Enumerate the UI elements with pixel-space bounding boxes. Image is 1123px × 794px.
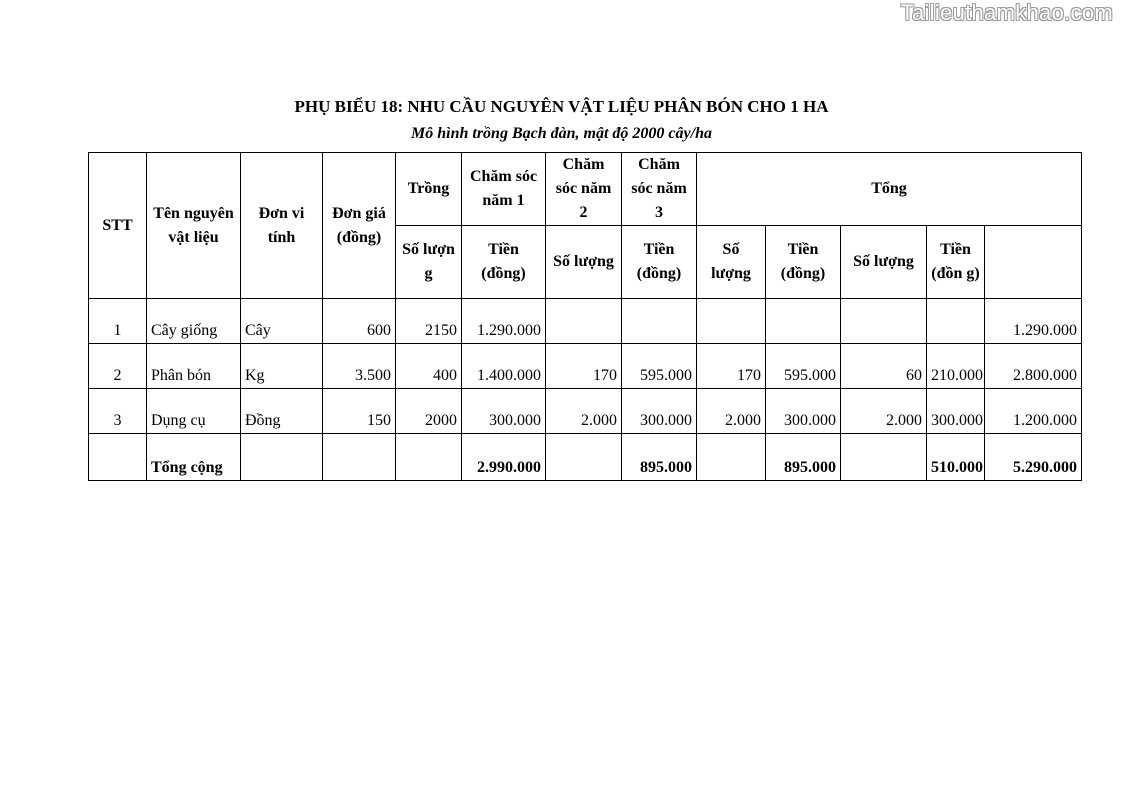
total-value: 895.000 <box>766 434 841 481</box>
page-title: PHỤ BIỂU 18: NHU CẦU NGUYÊN VẬT LIỆU PHÂN BÓN CHO 1 HA <box>294 97 829 116</box>
header-ten: Tên nguyên vật liệu <box>147 153 241 299</box>
cell-value: 2.000 <box>841 389 927 434</box>
cell-value <box>927 299 985 344</box>
cell-value: 210.000 <box>927 344 985 389</box>
cell-total: 1.290.000 <box>985 299 1082 344</box>
header-stt: STT <box>89 153 147 299</box>
cell-dongia: 150 <box>323 389 396 434</box>
cell-value <box>622 299 697 344</box>
cell-empty <box>841 434 927 481</box>
cell-empty <box>323 434 396 481</box>
cell-stt: 2 <box>89 344 147 389</box>
cell-value: 170 <box>697 344 766 389</box>
header-so-luong-3: Số lượng <box>697 226 766 299</box>
header-cs1: Chăm sóc năm 1 <box>462 153 546 226</box>
cell-value: 300.000 <box>766 389 841 434</box>
cell-ten: Phân bón <box>147 344 241 389</box>
header-blank <box>985 226 1082 299</box>
header-dongia: Đơn giá (đồng) <box>323 153 396 299</box>
header-dvt: Đơn vi tính <box>241 153 323 299</box>
cell-dvt: Đồng <box>241 389 323 434</box>
header-tien-3: Tiền (đồng) <box>766 226 841 299</box>
cell-dvt: Kg <box>241 344 323 389</box>
cell-ten: Cây giống <box>147 299 241 344</box>
header-so-luong-4: Số lượng <box>841 226 927 299</box>
cell-empty <box>241 434 323 481</box>
total-label: Tổng cộng <box>147 434 241 481</box>
cell-value: 595.000 <box>622 344 697 389</box>
cell-value <box>841 299 927 344</box>
cell-value: 2150 <box>396 299 462 344</box>
cell-empty <box>546 434 622 481</box>
cell-value: 300.000 <box>462 389 546 434</box>
cell-total: 1.200.000 <box>985 389 1082 434</box>
header-tien-1: Tiền (đồng) <box>462 226 546 299</box>
cell-value: 2.000 <box>697 389 766 434</box>
header-tong: Tổng <box>697 153 1082 226</box>
cell-value: 2000 <box>396 389 462 434</box>
cell-value: 170 <box>546 344 622 389</box>
table-row <box>89 344 1082 389</box>
total-row <box>89 434 1082 481</box>
cell-value: 1.400.000 <box>462 344 546 389</box>
header-cs2: Chăm sóc năm 2 <box>546 153 622 226</box>
cell-total: 2.800.000 <box>985 344 1082 389</box>
header-trong: Trồng <box>396 153 462 226</box>
cell-stt: 3 <box>89 389 147 434</box>
grand-total: 5.290.000 <box>985 434 1082 481</box>
cell-value: 2.000 <box>546 389 622 434</box>
total-value: 895.000 <box>622 434 697 481</box>
total-value: 510.000 <box>927 434 985 481</box>
cell-value: 300.000 <box>927 389 985 434</box>
cell-value: 300.000 <box>622 389 697 434</box>
table-row <box>89 299 1082 344</box>
watermark-text: Tailieuthamkhao.com <box>900 0 1113 25</box>
cell-value <box>766 299 841 344</box>
header-tien-4: Tiền (đồn g) <box>927 226 985 299</box>
cell-empty <box>89 434 147 481</box>
header-so-luong-1: Số lượn g <box>396 226 462 299</box>
page-subtitle: Mô hình trồng Bạch đàn, mật độ 2000 cây/ha <box>411 125 712 142</box>
cell-value: 60 <box>841 344 927 389</box>
cell-ten: Dụng cụ <box>147 389 241 434</box>
cell-empty <box>697 434 766 481</box>
cell-dvt: Cây <box>241 299 323 344</box>
materials-table <box>88 152 1082 481</box>
table-row <box>89 389 1082 434</box>
header-row-top <box>89 153 1082 226</box>
cell-value: 1.290.000 <box>462 299 546 344</box>
header-cs3: Chăm sóc năm 3 <box>622 153 697 226</box>
cell-dongia: 600 <box>323 299 396 344</box>
cell-stt: 1 <box>89 299 147 344</box>
total-value: 2.990.000 <box>462 434 546 481</box>
cell-empty <box>396 434 462 481</box>
cell-value: 400 <box>396 344 462 389</box>
cell-value <box>546 299 622 344</box>
cell-value <box>697 299 766 344</box>
header-so-luong-2: Số lượng <box>546 226 622 299</box>
cell-dongia: 3.500 <box>323 344 396 389</box>
header-tien-2: Tiền (đồng) <box>622 226 697 299</box>
cell-value: 595.000 <box>766 344 841 389</box>
